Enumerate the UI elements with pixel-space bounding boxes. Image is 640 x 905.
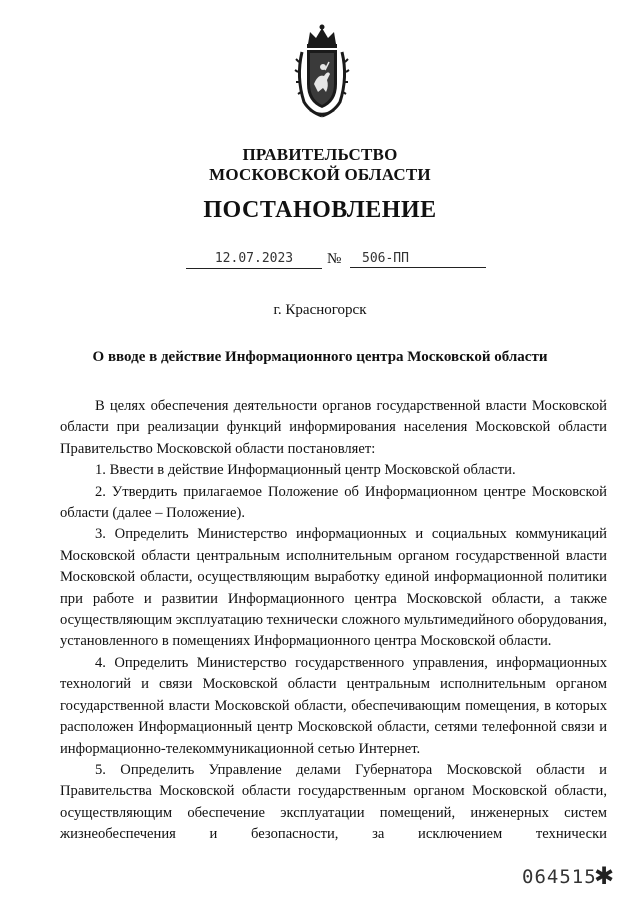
coat-of-arms-icon bbox=[294, 22, 350, 120]
document-date: 12.07.2023 bbox=[186, 250, 322, 269]
government-title-line2: МОСКОВСКОЙ ОБЛАСТИ bbox=[209, 165, 431, 184]
paragraph-2: 2. Утвердить прилагаемое Положение об Информационном центре Московской области (далее – Положение). bbox=[60, 483, 607, 522]
paragraph-1: 1. Ввести в действие Информационный центр Московской области. bbox=[95, 462, 516, 479]
serial-stamp-number: 064515 bbox=[522, 866, 597, 888]
document-body bbox=[60, 396, 607, 846]
paragraph-3: 3. Определить Министерство информационных и социальных коммуникаций Московской области центральным исполнительным органом государственной власти Московской области, осуществляющим выработку единой информационной политики при работе и развитии Информационного центра Московской области, а также осуществляющим эксплуатацию технически сложного мультимедийного оборудования, установленного в помещениях Информационного центра Московской области. bbox=[60, 526, 607, 650]
star-mark-icon: ✱ bbox=[594, 862, 615, 890]
number-sign: № bbox=[327, 251, 342, 267]
date-number-line bbox=[186, 250, 486, 270]
city: г. Красногорск bbox=[273, 302, 367, 318]
paragraph-5: 5. Определить Управление делами Губернатора Московской области и Правительства Московской области государственным органом Московской области, осуществляющим обеспечение эксплуатации помещений, инженерных систем жизнеобеспечения и безопасности, за исключением технически bbox=[60, 761, 607, 843]
document-type: ПОСТАНОВЛЕНИЕ bbox=[203, 197, 437, 223]
document-number: 506-ПП bbox=[350, 250, 486, 268]
paragraph-preamble: В целях обеспечения деятельности органов государственной власти Московской области при реализации функций информирования населения Московской области Правительство Московской области постановляет: bbox=[60, 398, 607, 457]
paragraph-4: 4. Определить Министерство государственного управления, информационных технологий и связи Московской области центральным исполнительным органом государственной власти Московской области, обеспечивающим помещения, в которых расположен Информационный центр Московской области, сетями телефонной связи и информационно-телекоммуникационной сетью Интернет. bbox=[60, 654, 607, 757]
document-title: О вводе в действие Информационного центра Московской области bbox=[92, 349, 548, 365]
government-title bbox=[0, 145, 640, 185]
government-title-line1: ПРАВИТЕЛЬСТВО bbox=[242, 145, 398, 164]
